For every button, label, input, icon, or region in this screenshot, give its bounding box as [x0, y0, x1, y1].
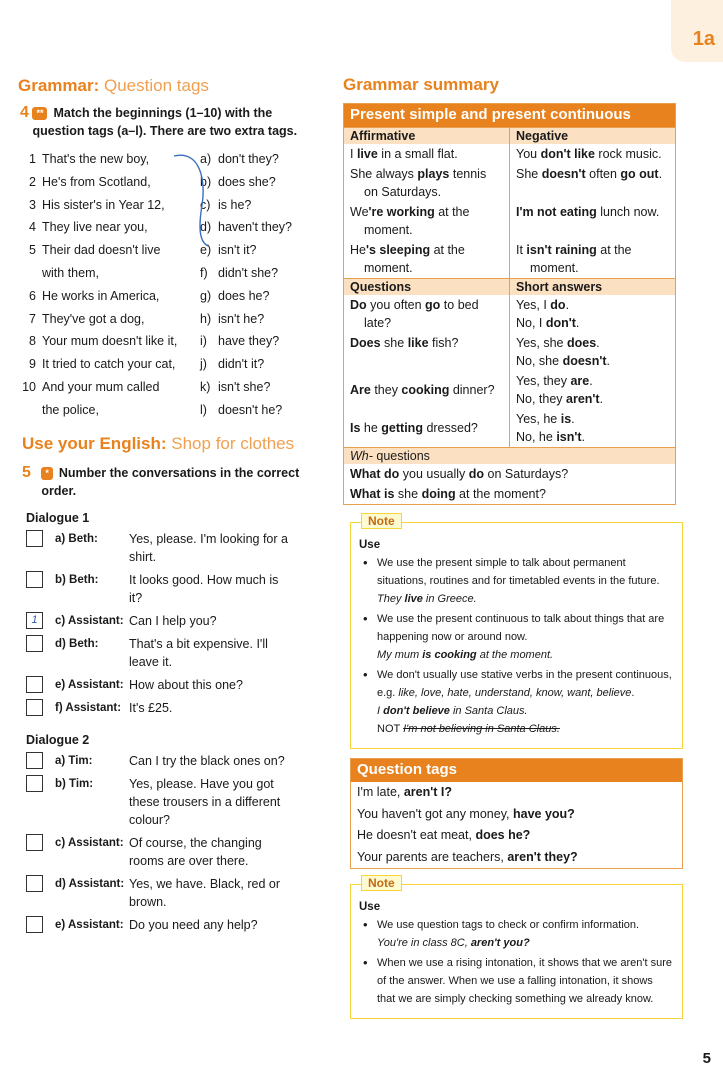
- item-text: He works in America,: [42, 288, 160, 303]
- item-text: the police,: [42, 402, 99, 417]
- speaker-line: Yes, please. Have you got these trousers in a different colour?: [129, 777, 281, 827]
- item-text: They've got a dog,: [42, 311, 145, 326]
- item-text: haven't they?: [218, 220, 292, 235]
- item-letter: b): [200, 174, 212, 189]
- dialogue-2: [26, 733, 289, 934]
- negative-header: Negative: [509, 127, 675, 144]
- question-tag: [200, 148, 320, 171]
- question-beginning: [20, 239, 195, 262]
- item-text: Your mum doesn't like it,: [42, 334, 178, 349]
- item-text: That's the new boy,: [42, 152, 150, 166]
- item-letter: h): [200, 311, 212, 326]
- speaker-label: a) Tim:: [55, 755, 93, 767]
- affirmative-header: Affirmative: [344, 127, 509, 144]
- negative-cell: She doesn't often go out.: [509, 164, 675, 202]
- note-example: I don't believe in Santa Claus.: [377, 705, 528, 717]
- question-cell: Is he getting dressed?: [350, 421, 478, 435]
- question-tag: [200, 376, 320, 399]
- question-tag: [200, 239, 320, 262]
- item-letter: a): [200, 152, 212, 166]
- speaker-line: That's a bit expensive. I'll leave it.: [129, 637, 268, 669]
- item-letter: i): [200, 334, 207, 349]
- question-tag: [200, 330, 320, 353]
- speaker-line: Can I help you?: [129, 614, 217, 628]
- note-bullet-text: We use the present simple to talk about permanent situations, routines and for timetabled events in the future.: [377, 557, 660, 587]
- grammar-heading-topic: Question tags: [104, 76, 209, 95]
- question-tag: [200, 308, 320, 331]
- note-present-tenses: [350, 514, 683, 749]
- speaker-label: e) Assistant:: [55, 679, 124, 691]
- item-number: 4: [29, 220, 36, 235]
- speaker-line: Yes, please. I'm looking for a shirt.: [129, 532, 288, 564]
- question-tag-example: You haven't got any money, have you?: [357, 806, 575, 821]
- question-beginning: [20, 171, 195, 194]
- short-answer-cell: Yes, she does. No, she doesn't.: [509, 333, 675, 371]
- dialogue-title: Dialogue 2: [26, 733, 90, 747]
- note-example: You're in class 8C, aren't you?: [377, 937, 530, 949]
- question-tag: [200, 194, 320, 217]
- dialogue-line: [26, 530, 289, 566]
- exercise-5-instruction: [22, 464, 302, 500]
- item-text: have they?: [218, 334, 280, 349]
- order-answer-box[interactable]: [26, 699, 43, 716]
- question-beginning: [20, 330, 195, 353]
- speaker-label: c) Assistant:: [55, 837, 124, 849]
- item-text: His sister's in Year 12,: [42, 197, 165, 212]
- short-answer-cell: Yes, they are. No, they aren't.: [509, 371, 675, 409]
- note-bullet: • We don't usually use stative verbs in the present continuous, e.g. like, love, hate, understand, know, want, believe. I don't believe in Santa Claus. NOT I'm not believing in Santa Claus.: [359, 666, 674, 738]
- matching-line: [170, 150, 210, 250]
- question-tags-title: Question tags: [351, 759, 682, 782]
- dialogue-line: [26, 775, 289, 829]
- speaker-label: d) Beth:: [55, 638, 99, 650]
- note-bullet-text: When we use a rising intonation, it shows that we aren't sure of the answer. When we use a falling intonation, it shows that we are simply checking something we already know.: [377, 957, 672, 1005]
- table-title: Present simple and present continuous: [344, 104, 675, 127]
- item-number: 8: [29, 334, 36, 349]
- question-beginning: [20, 216, 195, 239]
- question-beginning: [20, 148, 195, 171]
- item-number: 6: [29, 288, 36, 303]
- speaker-label: d) Assistant:: [55, 878, 125, 890]
- item-number: 10: [22, 379, 36, 394]
- negative-cell: I'm not eating lunch now.: [509, 202, 675, 240]
- order-answer-box[interactable]: [26, 676, 43, 693]
- dialogue-line: [26, 635, 289, 671]
- order-answer-box[interactable]: 1: [26, 612, 43, 629]
- dialogue-line: [26, 699, 289, 717]
- speaker-line: Yes, we have. Black, red or brown.: [129, 877, 281, 909]
- instruction-text: Number the conversations in the correct order.: [41, 466, 300, 498]
- question-tag: [200, 216, 320, 239]
- order-answer-box[interactable]: [26, 916, 43, 933]
- note-example: They live in Greece.: [377, 593, 477, 605]
- dialogue-line: [26, 612, 289, 630]
- item-number: 1: [29, 152, 36, 166]
- item-number: 5: [29, 243, 36, 258]
- wh-questions-header: Wh- questions: [344, 447, 675, 464]
- speaker-line: How about this one?: [129, 678, 243, 692]
- dialogue-title: Dialogue 1: [26, 511, 90, 525]
- dialogue-line: [26, 875, 289, 911]
- note-bullet-text: We use the present continuous to talk about things that are happening now or around now.: [377, 613, 665, 643]
- item-number: 7: [29, 311, 36, 326]
- question-tags-list: [200, 148, 320, 422]
- speaker-line: Can I try the black ones on?: [129, 754, 285, 768]
- item-text: They live near you,: [42, 220, 148, 235]
- negative-cell: It isn't raining at the moment.: [509, 240, 675, 278]
- speaker-label: c) Assistant:: [55, 615, 124, 627]
- item-text: is he?: [218, 197, 252, 212]
- question-beginning: [20, 194, 195, 217]
- note-bullet: [359, 610, 674, 664]
- page-number: 5: [702, 1050, 711, 1067]
- item-text: It tried to catch your cat,: [42, 357, 176, 372]
- speaker-label: b) Tim:: [55, 778, 94, 790]
- affirmative-cell: We're working at the moment.: [350, 205, 470, 237]
- unit-tab: [671, 0, 723, 62]
- item-number: [20, 399, 36, 422]
- item-text: isn't he?: [218, 311, 265, 326]
- item-letter: c): [200, 197, 211, 212]
- speaker-label: f) Assistant:: [55, 702, 122, 714]
- question-tag-example: He doesn't eat meat, does he?: [357, 828, 531, 842]
- question-beginning: [20, 376, 195, 399]
- item-text: He's from Scotland,: [42, 174, 151, 189]
- exercise-number: 4: [20, 104, 29, 121]
- speaker-line: Do you need any help?: [129, 918, 258, 932]
- item-text: And your mum called: [42, 379, 160, 394]
- order-answer-box[interactable]: [26, 530, 43, 547]
- question-beginning: [20, 308, 195, 331]
- note-bullet: [359, 954, 674, 1008]
- questions-header: Questions: [344, 278, 509, 295]
- dialogue-1: [26, 511, 289, 717]
- affirmative-cell: She always plays tennis on Saturdays.: [350, 167, 487, 199]
- question-beginning: [20, 353, 195, 376]
- use-english-heading: [22, 434, 294, 454]
- affirmative-cell: He's sleeping at the moment.: [350, 243, 465, 275]
- question-tag: [200, 399, 320, 422]
- note-question-tags: [350, 876, 683, 1019]
- use-english-heading-topic: Shop for clothes: [171, 434, 295, 453]
- note-bullet: [359, 916, 674, 952]
- item-text: isn't she?: [218, 379, 271, 394]
- question-tag-example: I'm late, aren't I?: [357, 785, 452, 799]
- not-label: NOT: [377, 723, 401, 735]
- difficulty-badge: *: [41, 467, 53, 480]
- dialogue-line: [26, 916, 289, 934]
- order-answer-box[interactable]: [26, 875, 43, 892]
- item-text: don't they?: [218, 152, 279, 166]
- difficulty-badge: **: [32, 107, 47, 120]
- short-answer-cell: Yes, I do. No, I don't.: [509, 295, 675, 333]
- grammar-heading-bold: Grammar:: [18, 76, 100, 95]
- incorrect-example: I'm not believing in Santa Claus.: [403, 723, 560, 735]
- unit-label: 1a: [692, 28, 715, 50]
- item-letter: f): [200, 265, 208, 280]
- item-letter: j): [200, 357, 207, 372]
- question-tags-table: [350, 758, 683, 869]
- order-answer-box[interactable]: [26, 571, 43, 588]
- item-text: didn't she?: [218, 265, 279, 280]
- dialogue-line: [26, 571, 289, 607]
- dialogue-line: [26, 834, 289, 870]
- speaker-label: b) Beth:: [55, 574, 99, 586]
- item-text: does she?: [218, 174, 276, 189]
- note-bullet-text: We use question tags to check or confirm information.: [377, 919, 640, 931]
- order-answer-box[interactable]: [26, 834, 43, 851]
- speaker-line: It's £25.: [129, 701, 173, 715]
- question-beginning: [20, 399, 195, 422]
- item-number: 3: [29, 197, 36, 212]
- exercise-number: 5: [22, 464, 31, 481]
- item-text: doesn't he?: [218, 402, 283, 417]
- question-cell: Does she like fish?: [350, 336, 459, 350]
- item-text: isn't it?: [218, 243, 257, 258]
- item-number: [20, 262, 36, 285]
- item-letter: e): [200, 243, 212, 258]
- item-letter: k): [200, 379, 211, 394]
- note-use-heading: Use: [359, 901, 381, 913]
- item-number: 9: [29, 357, 36, 372]
- question-beginnings-list: [20, 148, 195, 422]
- wh-question-row: What do you usually do on Saturdays?: [350, 467, 569, 481]
- order-answer-box[interactable]: [26, 635, 43, 652]
- dialogue-line: [26, 752, 289, 770]
- note-label: Note: [361, 513, 402, 529]
- exercise-4-instruction: [20, 104, 320, 140]
- speaker-label: a) Beth:: [55, 533, 98, 545]
- item-number: 2: [29, 174, 36, 189]
- question-cell: Are they cooking dinner?: [350, 383, 495, 397]
- note-label: Note: [361, 875, 402, 891]
- speaker-line: It looks good. How much is it?: [129, 573, 279, 605]
- order-answer-box[interactable]: [26, 752, 43, 769]
- use-english-heading-bold: Use your English:: [22, 434, 167, 453]
- present-tenses-table: [343, 103, 676, 505]
- negative-cell: You don't like rock music.: [509, 144, 675, 164]
- question-tag-example: Your parents are teachers, aren't they?: [357, 849, 578, 864]
- question-tag: [200, 353, 320, 376]
- speaker-line: Of course, the changing rooms are over there.: [129, 836, 262, 868]
- question-tag: [200, 171, 320, 194]
- item-text: does he?: [218, 288, 270, 303]
- grammar-summary-title: Grammar summary: [343, 75, 499, 94]
- question-beginning: [20, 285, 195, 308]
- note-bullet: [359, 554, 674, 608]
- affirmative-cell: I live in a small flat.: [350, 147, 458, 161]
- question-tag: [200, 285, 320, 308]
- instruction-text: Match the beginnings (1–10) with the question tags (a–l). There are two extra tags.: [32, 106, 298, 138]
- question-cell: Do you often go to bed late?: [350, 298, 479, 330]
- item-text: with them,: [42, 265, 99, 280]
- grammar-heading: [18, 76, 209, 96]
- note-example: My mum is cooking at the moment.: [377, 649, 554, 661]
- item-letter: d): [200, 220, 212, 235]
- item-text: didn't it?: [218, 357, 265, 372]
- item-letter: g): [200, 288, 212, 303]
- speaker-label: e) Assistant:: [55, 919, 124, 931]
- item-letter: l): [200, 402, 207, 417]
- wh-question-row: What is she doing at the moment?: [350, 487, 546, 501]
- short-answer-cell: Yes, he is. No, he isn't.: [509, 409, 675, 447]
- dialogue-line: [26, 676, 289, 694]
- item-text: Their dad doesn't live: [42, 243, 161, 258]
- order-answer-box[interactable]: [26, 775, 43, 792]
- question-beginning: [20, 262, 195, 285]
- note-use-heading: Use: [359, 539, 381, 551]
- question-tag: [200, 262, 320, 285]
- short-answers-header: Short answers: [509, 278, 675, 295]
